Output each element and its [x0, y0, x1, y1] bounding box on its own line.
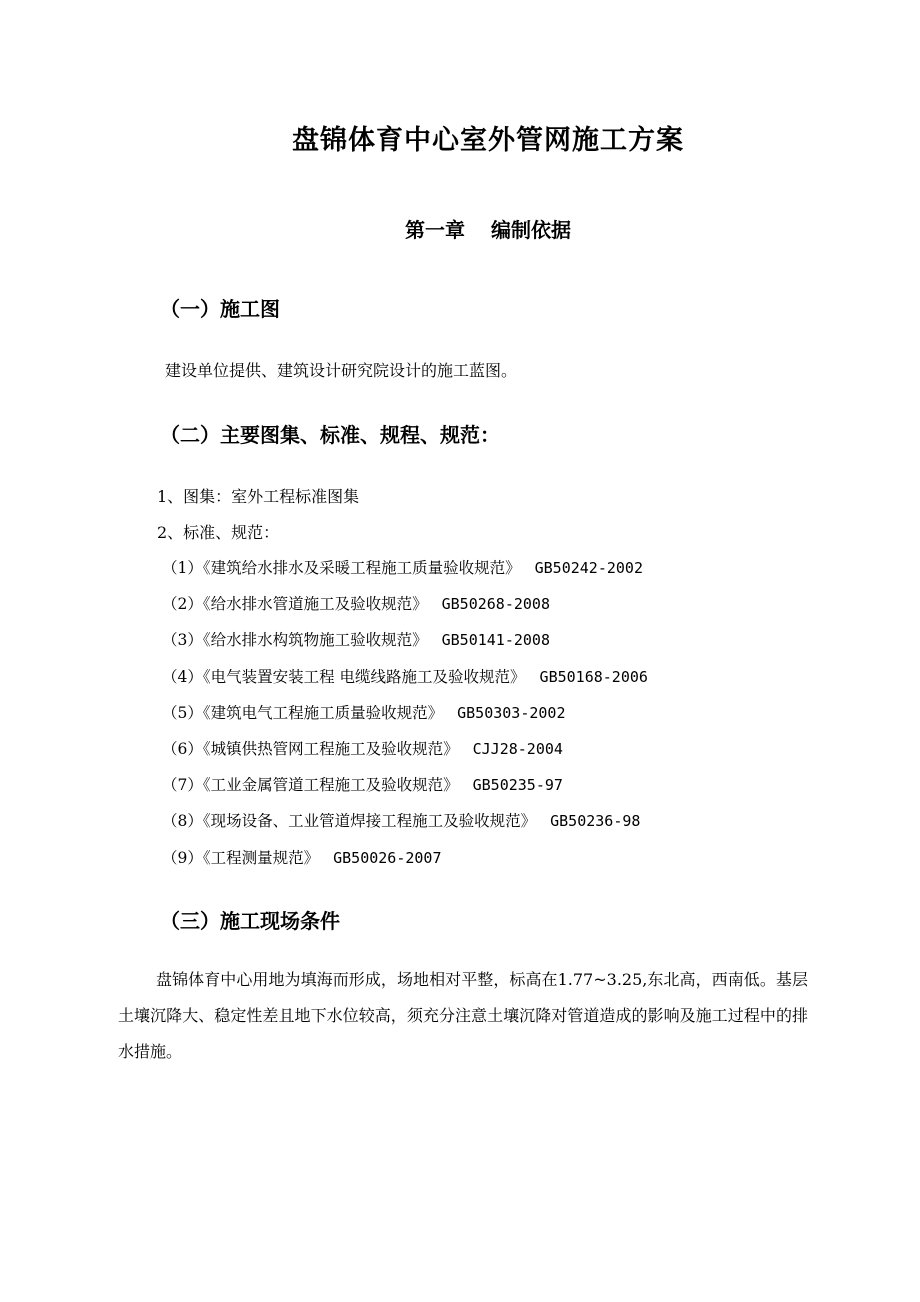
atlas-item: 1、图集：室外工程标准图集	[157, 487, 360, 506]
standard-ref-name: （4）《电气装置安装工程 电缆线路施工及验收规范》	[162, 667, 526, 686]
standard-ref-code: GB50236-98	[550, 812, 641, 831]
standard-ref-code: GB50268-2008	[441, 595, 550, 614]
standard-ref-name: （5）《建筑电气工程施工质量验收规范》	[162, 703, 444, 722]
document-title: 盘锦体育中心室外管网施工方案	[292, 125, 684, 156]
section-heading-site-conditions: （三）施工现场条件	[160, 909, 340, 933]
standard-ref-code: GB50168-2006	[539, 667, 648, 686]
standard-ref-name: （1）《建筑给水排水及采暖工程施工质量验收规范》	[162, 559, 521, 577]
standard-ref-item	[162, 628, 550, 650]
standard-ref-item	[162, 737, 563, 759]
standard-ref-item	[162, 665, 648, 687]
section-heading-standards: （二）主要图集、标准、规程、规范：	[160, 423, 500, 447]
standard-ref-code: GB50303-2002	[457, 703, 566, 722]
standard-ref-name: （3）《给水排水构筑物施工验收规范》	[162, 631, 428, 650]
standard-ref-code: GB50242-2002	[534, 559, 643, 577]
standard-ref-item	[162, 773, 563, 795]
standard-ref-code: GB50141-2008	[441, 631, 550, 650]
standard-ref-item	[162, 592, 550, 614]
standard-ref-item	[162, 809, 640, 831]
section-drawings-text: 建设单位提供、建筑设计研究院设计的施工蓝图。	[165, 361, 518, 380]
standards-item: 2、标准、规范：	[157, 523, 280, 542]
standard-ref-name: （9）《工程测量规范》	[162, 848, 320, 867]
standard-ref-item	[162, 701, 566, 723]
standard-ref-name: （7）《工业金属管道工程施工及验收规范》	[162, 776, 459, 795]
site-conditions-text: 盘锦体育中心用地为填海而形成，场地相对平整，标高在1.77~3.25,东北高，西南低。基层土壤沉降大、稳定性差且地下水位较高，须充分注意土壤沉降对管道造成的影响及施工过程中的排水措施。	[118, 970, 808, 1061]
standard-ref-name: （2）《给水排水管道施工及验收规范》	[162, 595, 428, 614]
section-heading-drawings: （一）施工图	[160, 297, 280, 321]
standard-ref-code: GB50235-97	[472, 776, 563, 795]
standard-ref-item	[162, 556, 643, 578]
chapter-name: 编制依据	[491, 218, 571, 242]
standard-ref-code: CJJ28-2004	[472, 740, 563, 758]
standard-ref-name: （6）《城镇供热管网工程施工及验收规范》	[162, 740, 459, 758]
standard-ref-name: （8）《现场设备、工业管道焊接工程施工及验收规范》	[162, 812, 537, 831]
chapter-heading	[0, 214, 920, 243]
standard-ref-item	[162, 846, 442, 868]
chapter-label: 第一章	[405, 218, 465, 242]
standard-ref-code: GB50026-2007	[333, 848, 442, 867]
